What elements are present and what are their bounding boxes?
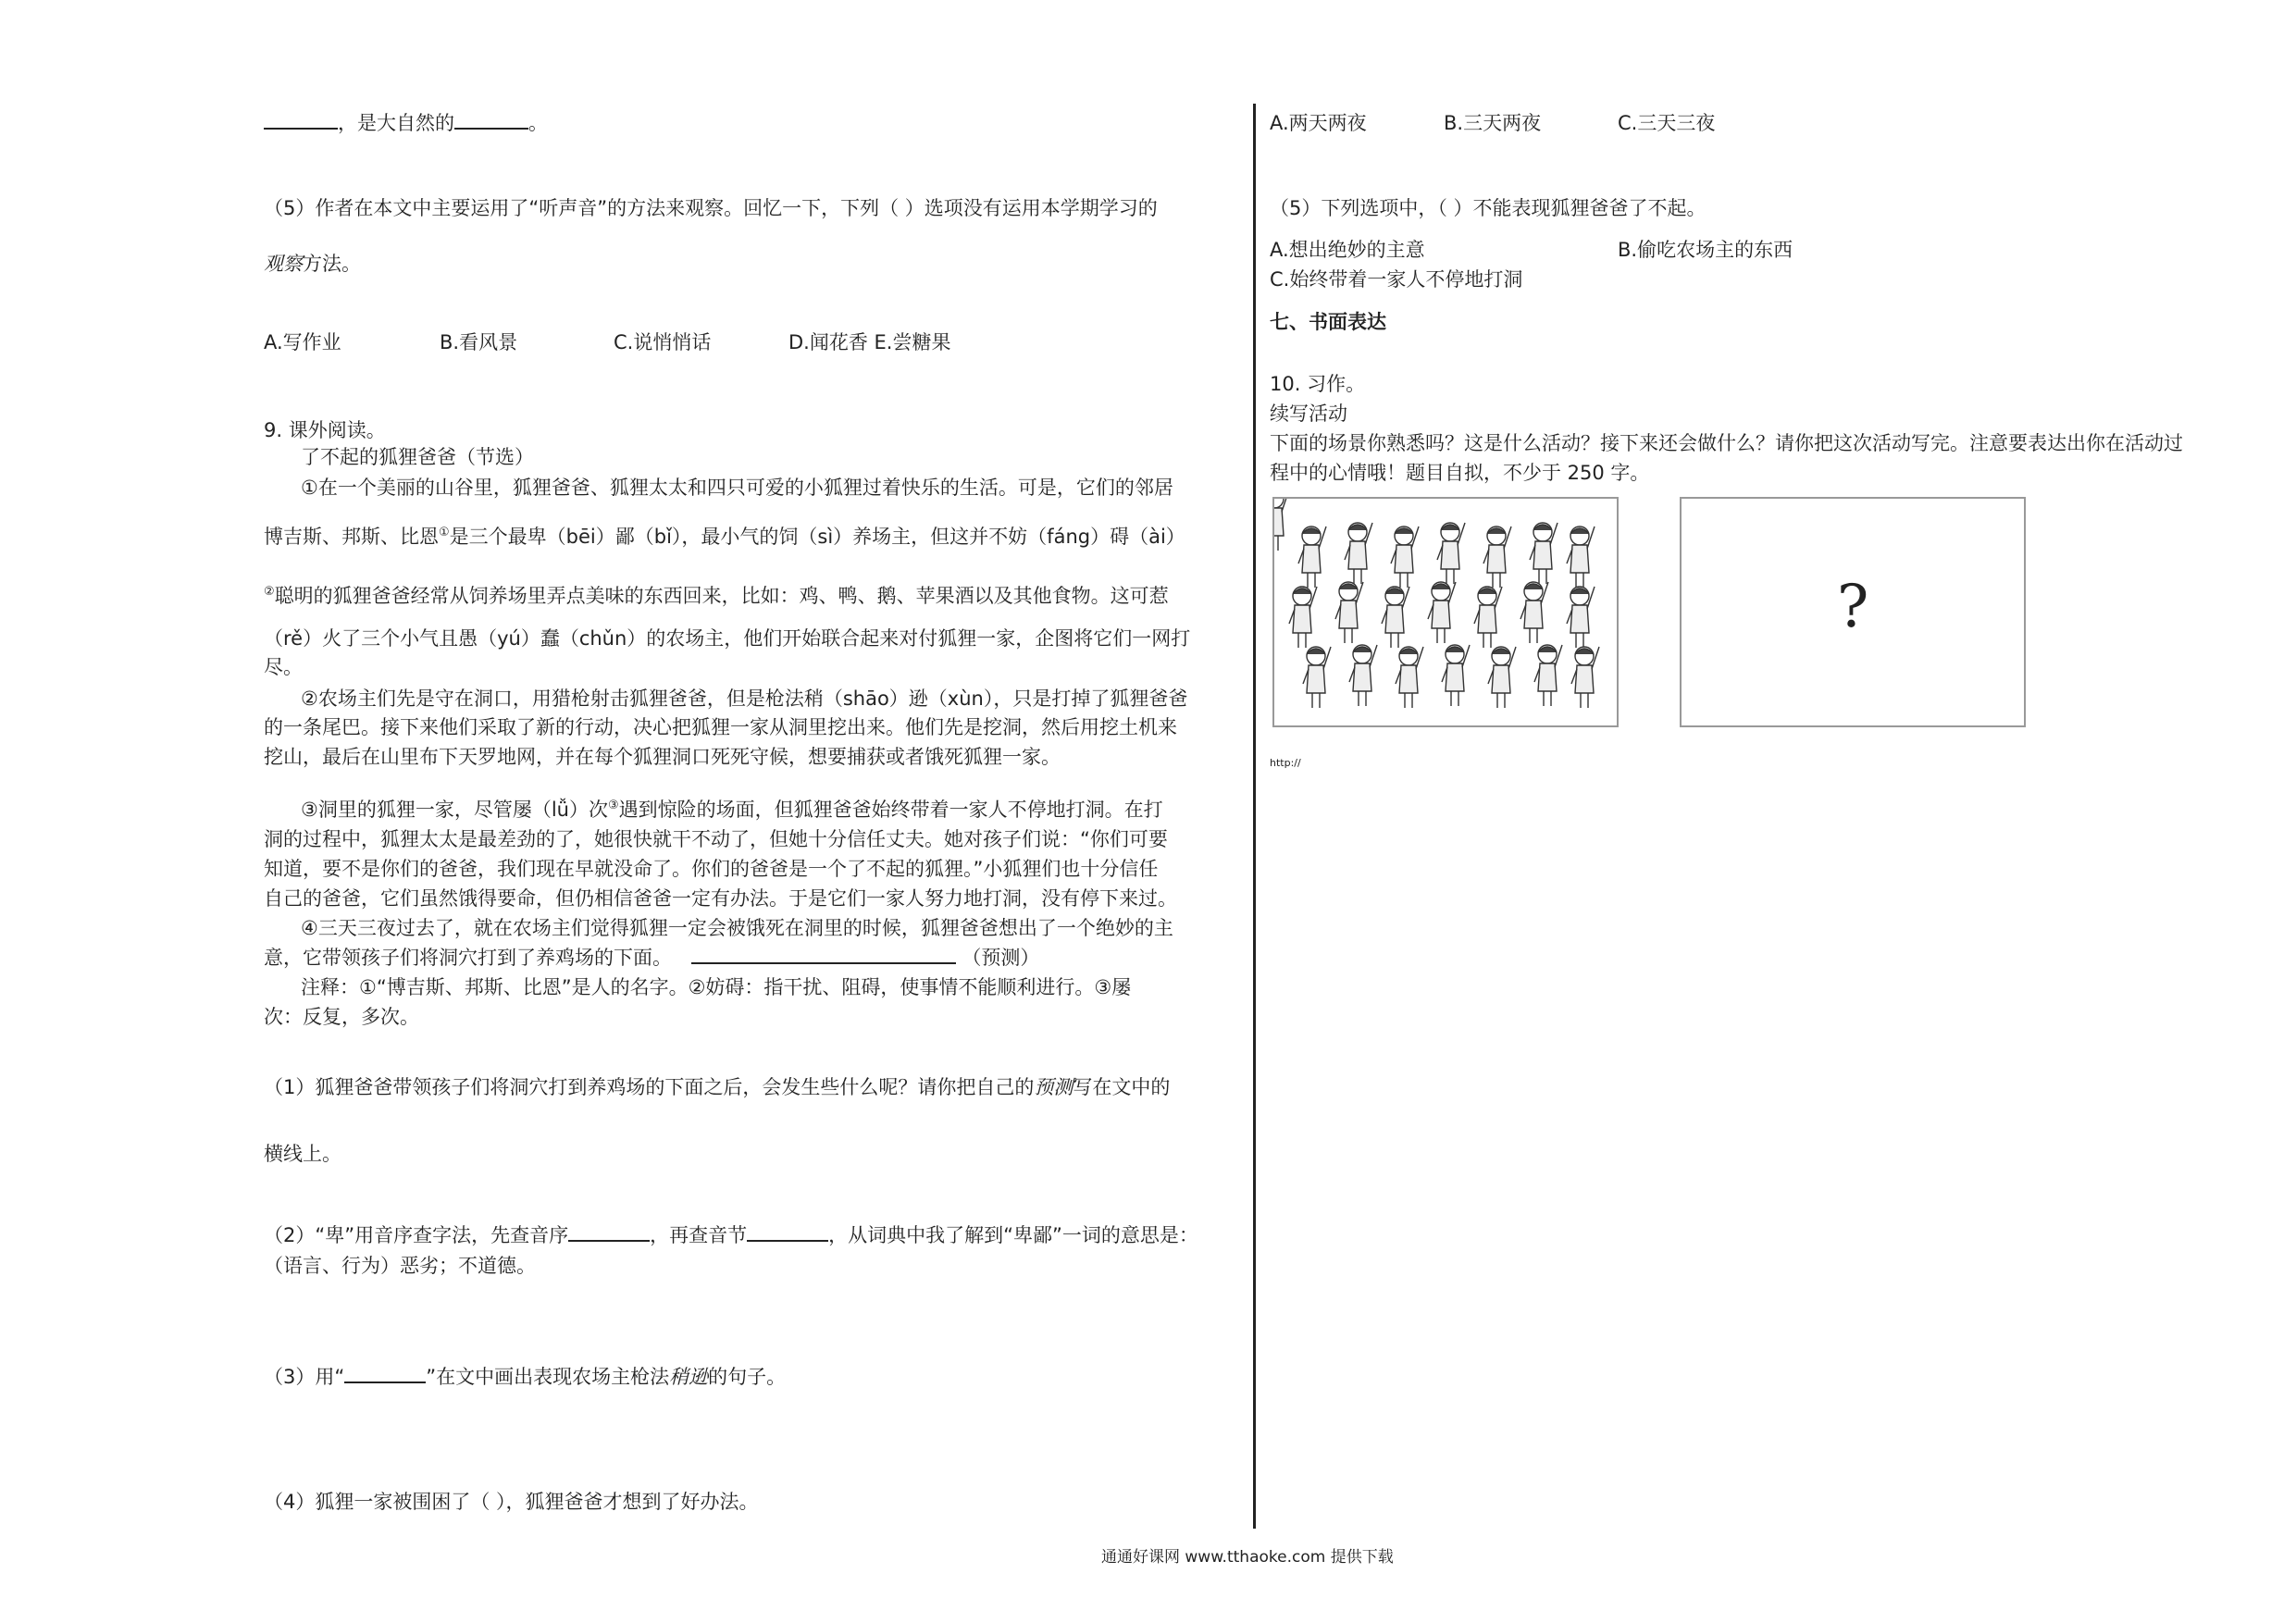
section-7-heading: 七、书面表达: [1270, 311, 1386, 333]
unknown-scene-image: [1680, 497, 2026, 727]
passage-p1-line: （rě）火了三个小气且愚（yú）蠢（chǔn）的农场主，他们开始联合起来对付狐狸一家，企图将它们一网打: [264, 627, 1191, 650]
passage-p3-line: 洞的过程中，狐狸太太是最差劲的了，她很快就干不动了，但她十分信任丈夫。她对孩子们说：“你们可要: [264, 828, 1168, 850]
subquestion-2-line2: （语言、行为）恶劣；不道德。: [264, 1255, 536, 1277]
passage-p2-line: 挖山，最后在山里布下天罗地网，并在每个狐狸洞口死死守候，想要捕获或者饿死狐狸一家。: [264, 746, 1061, 768]
option-c[interactable]: C.三天三夜: [1618, 112, 1716, 134]
answer-blank[interactable]: [264, 109, 338, 130]
q5-right-option-b[interactable]: B.偷吃农场主的东西: [1618, 239, 1793, 261]
subquestion-4: （4）狐狸一家被围困了（ ），狐狸爸爸才想到了好办法。: [264, 1491, 759, 1513]
q5-option-a[interactable]: A.写作业: [264, 331, 341, 353]
prediction-blank[interactable]: [691, 944, 956, 964]
footer-credit: 通通好课网 www.tthaoke.com 提供下载: [1101, 1548, 1394, 1567]
underline-sample: [344, 1363, 426, 1383]
question-10-title: 续写活动: [1270, 403, 1347, 425]
option-a[interactable]: A.两天两夜: [1270, 112, 1367, 134]
passage-p3-line: ③洞里的狐狸一家，尽管屡（lǚ）次③遇到惊险的场面，但狐狸爸爸始终带着一家人不停地打洞。在打: [301, 799, 1163, 821]
annotation-line: 次：反复，多次。: [264, 1006, 419, 1028]
passage-p3-line: 自己的爸爸，它们虽然饿得要命，但仍相信爸爸一定有办法。于是它们一家人努力地打洞，没有停下来过。: [264, 887, 1177, 910]
annotation-line: 注释：①“博吉斯、邦斯、比恩”是人的名字。②妨碍：指干扰、阻碍，使事情不能顺利进行。③屡: [301, 976, 1132, 998]
http-label: http://: [1270, 757, 1301, 769]
subquestion-3: （3）用“ ”在文中画出表现农场主枪法稍逊的句子。: [264, 1363, 786, 1391]
children-activity-image: [1272, 497, 1619, 727]
passage-p2-line: ②农场主们先是守在洞口，用猎枪射击狐狸爸爸，但是枪法稍（shāo）逊（xùn），只是打掉了狐狸爸爸: [301, 688, 1188, 710]
subquestion-1-line2: 横线上。: [264, 1143, 341, 1165]
answer-blank[interactable]: [454, 109, 528, 130]
question-mark-icon: ?: [1837, 573, 1869, 641]
subquestion-1: （1）狐狸爸爸带领孩子们将洞穴打到养鸡场的下面之后，会发生些什么呢？请你把自己的预测写在文中的: [264, 1076, 1171, 1098]
column-divider: [1253, 104, 1256, 1529]
yinxu-blank[interactable]: [568, 1221, 650, 1242]
passage-p1-line: 尽。: [264, 656, 303, 678]
question-5-right: （5）下列选项中，（ ）不能表现狐狸爸爸了不起。: [1270, 197, 1706, 219]
subquestion-2: （2）“卑”用音序查字法，先查音序 ，再查音节 ，从词典中我了解到“卑鄙”一词的意思是：: [264, 1221, 1198, 1249]
question-9-heading: 9. 课外阅读。: [264, 419, 386, 441]
passage-p1-line: 博吉斯、邦斯、比恩①是三个最卑（bēi）鄙（bǐ），最小气的饲（sì）养场主，但这并不妨（fáng）碍（ài）: [264, 526, 1185, 548]
passage-p4-line: 意，它带领孩子们将洞穴打到了养鸡场的下面。 （预测）: [264, 944, 1039, 972]
passage-p4-line: ④三天三夜过去了，就在农场主们觉得狐狸一定会被饿死在洞里的时候，狐狸爸爸想出了一个绝妙的主: [301, 917, 1173, 939]
passage-title: 了不起的狐狸爸爸（节选）: [301, 446, 534, 468]
option-b[interactable]: B.三天两夜: [1444, 112, 1542, 134]
q5-option-c[interactable]: C.说悄悄话: [614, 331, 712, 353]
fill-line-1: ，是大自然的 。: [264, 109, 548, 137]
children-drawing: [1274, 499, 1617, 725]
question-10-prompt-2: 程中的心情哦！题目自拟，不少于 250 字。: [1270, 462, 1650, 484]
q5-right-option-c[interactable]: C.始终带着一家人不停地打洞: [1270, 268, 1523, 291]
passage-p2-line: 的一条尾巴。接下来他们采取了新的行动，决心把狐狸一家从洞里挖出来。他们先是挖洞，然后用挖土机来: [264, 716, 1177, 738]
passage-p1-line: ①在一个美丽的山谷里，狐狸爸爸、狐狸太太和四只可爱的小狐狸过着快乐的生活。可是，它们的邻居: [301, 477, 1173, 499]
passage-p3-line: 知道，要不是你们的爸爸，我们现在早就没命了。你们的爸爸是一个了不起的狐狸。”小狐狸们也十分信任: [264, 858, 1159, 880]
yinjie-blank[interactable]: [747, 1221, 828, 1242]
passage-p1-line: ②聪明的狐狸爸爸经常从饲养场里弄点美味的东西回来，比如：鸡、鸭、鹅、苹果酒以及其他食物。这可惹: [264, 585, 1169, 607]
q5-option-b[interactable]: B.看风景: [440, 331, 518, 353]
q5-option-d[interactable]: D.闻花香 E.尝糖果: [788, 331, 951, 353]
question-5-text-2: 观察方法。: [264, 253, 361, 275]
q5-right-option-a[interactable]: A.想出绝妙的主意: [1270, 239, 1425, 261]
question-10-heading: 10. 习作。: [1270, 373, 1366, 395]
question-10-prompt: 下面的场景你熟悉吗？这是什么活动？接下来还会做什么？请你把这次活动写完。注意要表达出你在活动过: [1270, 432, 2183, 454]
question-5-text: （5）作者在本文中主要运用了“听声音”的方法来观察。回忆一下，下列（ ）选项没有运用本学期学习的: [264, 197, 1158, 219]
